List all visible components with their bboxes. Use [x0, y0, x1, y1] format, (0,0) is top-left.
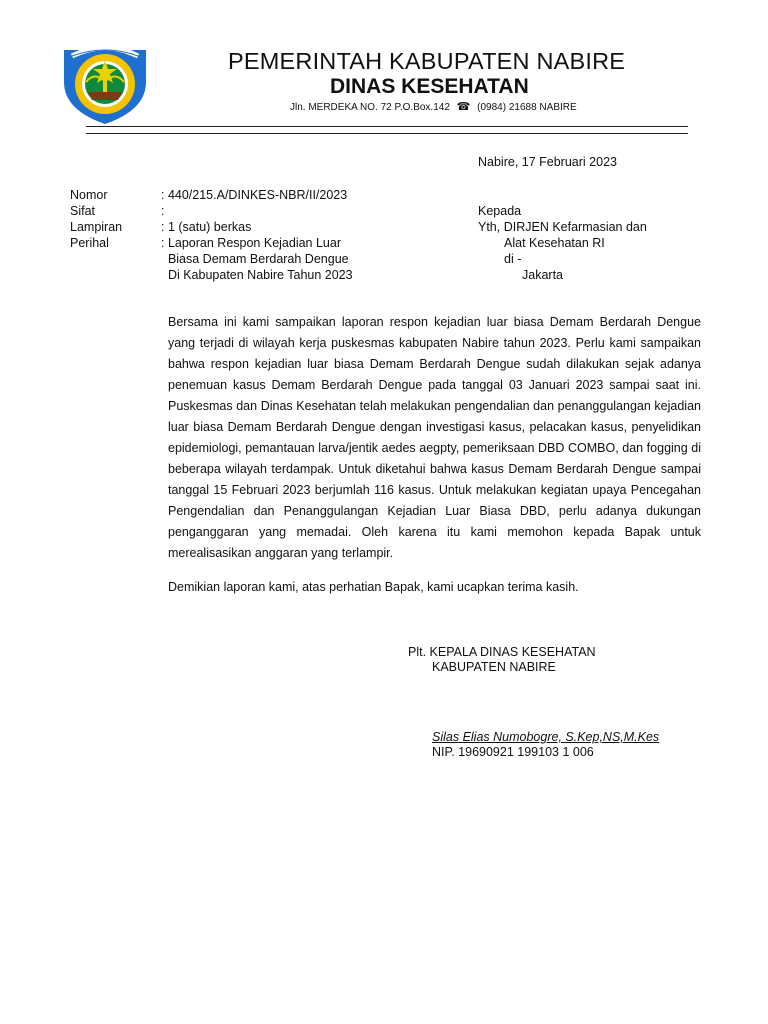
recipient-line: Yth, DIRJEN Kefarmasian dan	[478, 220, 647, 234]
meta-value: :	[161, 204, 165, 218]
signature-title	[408, 645, 596, 675]
recipient-line: Kepada	[478, 204, 522, 218]
letter-body: Bersama ini kami sampaikan laporan respon kejadian luar biasa Demam Berdarah Dengue yang terjadi di wilayah kerja puskesmas kabupaten Nabire tahun 2023. Perlu kami sampaikan bahwa respon kejadian luar biasa Demam Berdarah Dengue sudah dilakukan sejak adanya penemuan kasus Demam Berdarah Dengue pada tanggal 03 Januari 2023 sampai saat ini. Puskesmas dan Dinas Kesehatan telah melakukan pengendalian dan penanggulangan kejadian luar biasa Demam Berdarah Dengue dengan investigasi kasus, pelacakan kasus, penyelidikan epidemiologi, pemantauan larva/jentik aedes aegpty, pemeriksaan DBD COMBO, dan fogging di beberapa wilayah terdampak. Untuk diketahui bahwa kasus Demam Berdarah Dengue sampai tanggal 15 Februari 2023 berjumlah 116 kasus. Untuk melakukan kegiatan upaya Pencegahan Pengendalian dan Penanggulangan Kejadian Luar Biasa DBD, perlu adanya dukungan penganggaran yang memadai. Oleh karena itu kami memohon kepada Bapak untuk merealisasikan anggaran yang terlampir.	[168, 315, 701, 560]
meta-label: Sifat	[70, 204, 96, 218]
letterhead-address	[290, 100, 577, 113]
meta-value: : 440/215.A/DINKES-NBR/II/2023	[161, 188, 348, 202]
signature-title-line: KABUPATEN NABIRE	[432, 660, 556, 674]
letterhead-department: DINAS KESEHATAN	[330, 75, 529, 98]
address-text: Jln. MERDEKA NO. 72 P.O.Box.142	[290, 102, 450, 113]
meta-value: Di Kabupaten Nabire Tahun 2023	[161, 268, 353, 282]
meta-label: Perihal	[70, 236, 109, 250]
phone-text: (0984) 21688 NABIRE	[477, 102, 577, 113]
signature-title-line: Plt. KEPALA DINAS KESEHATAN	[408, 645, 596, 659]
signature-block	[432, 730, 659, 760]
letter-closing: Demikian laporan kami, atas perhatian Bapak, kami ucapkan terima kasih.	[168, 580, 579, 594]
meta-value: : Laporan Respon Kejadian Luar	[161, 236, 341, 250]
letterhead-government: PEMERINTAH KABUPATEN NABIRE	[228, 48, 626, 74]
meta-value: Biasa Demam Berdarah Dengue	[161, 252, 349, 266]
kabupaten-nabire-logo	[58, 42, 152, 126]
recipient-line: Alat Kesehatan RI	[504, 236, 605, 250]
phone-icon: ☎	[456, 101, 471, 113]
recipient-block	[478, 203, 647, 283]
letterhead-separator	[86, 126, 688, 134]
letter-date: Nabire, 17 Februari 2023	[478, 155, 617, 169]
meta-label: Lampiran	[70, 220, 123, 234]
recipient-line: di -	[504, 252, 522, 266]
signatory-name: Silas Elias Numobogre, S.Kep,NS,M.Kes	[432, 730, 660, 744]
signatory-nip: NIP. 19690921 199103 1 006	[432, 745, 594, 759]
meta-value: : 1 (satu) berkas	[161, 220, 252, 234]
logo-emblem-icon	[58, 42, 152, 126]
recipient-line: Jakarta	[522, 268, 563, 282]
meta-label: Nomor	[70, 188, 108, 202]
